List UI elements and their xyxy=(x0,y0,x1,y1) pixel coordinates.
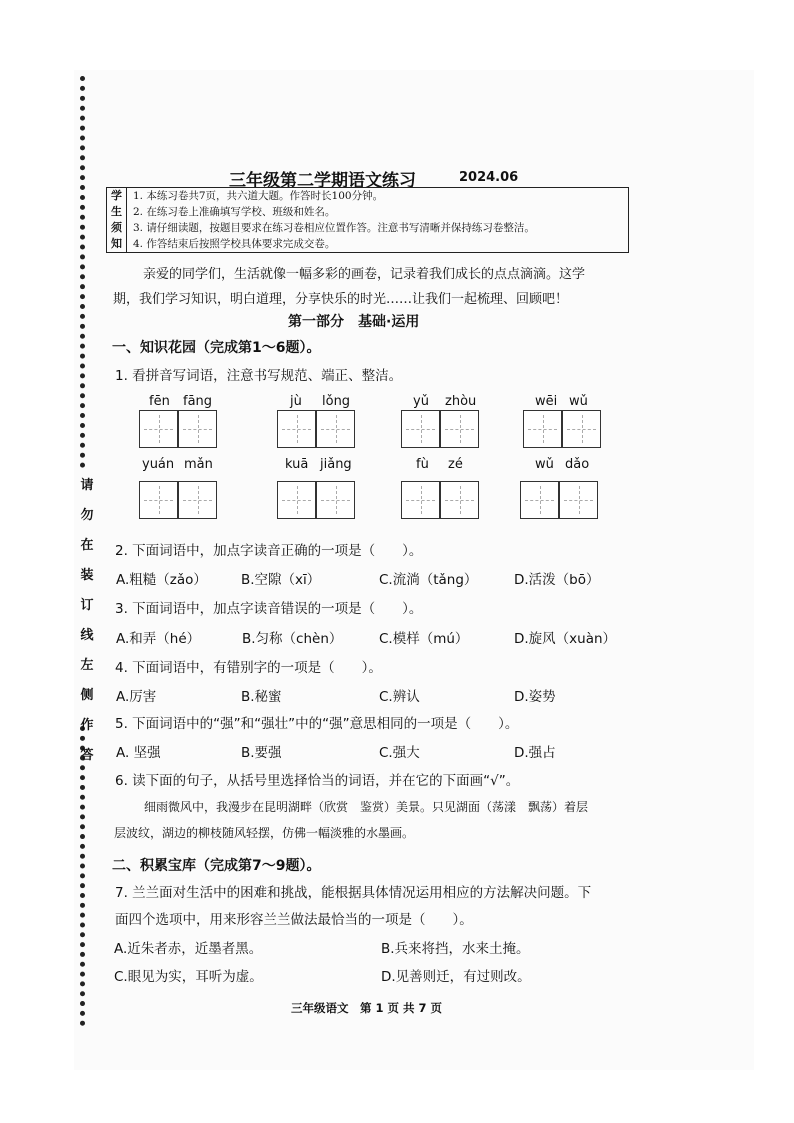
option-c[interactable]: C.模样（mú） xyxy=(379,631,469,647)
notice-label-char: 知 xyxy=(111,237,122,250)
page-footer: 三年级语文 第 1 页 共 7 页 xyxy=(291,1001,443,1015)
pinyin: zhòu xyxy=(445,394,477,409)
option-c[interactable]: C.流淌（tǎng） xyxy=(379,572,478,588)
option-b[interactable]: B.秘蜜 xyxy=(241,689,282,705)
notice-line: 4. 作答结束后按照学校具体要求完成交卷。 xyxy=(133,238,336,250)
writing-box[interactable] xyxy=(562,410,601,448)
pinyin: mǎn xyxy=(184,457,213,472)
pinyin: zé xyxy=(448,457,463,472)
option-a[interactable]: A.和弄（hé） xyxy=(116,631,201,647)
notice-lines xyxy=(133,188,535,252)
pinyin: yuán xyxy=(142,457,175,472)
option-c[interactable]: C.辨认 xyxy=(379,689,420,705)
notice-label xyxy=(107,188,127,252)
warning-char: 在 xyxy=(80,538,94,553)
intro-line-1: 亲爱的同学们，生活就像一幅多彩的画卷，记录着我们成长的点点滴滴。这学 xyxy=(143,267,586,282)
question-3-stem: 3. 下面词语中，加点字读音错误的一项是（ ）。 xyxy=(115,601,423,617)
passage-line-2: 层波纹，湖边的柳枝随风轻摆，仿佛一幅淡雅的水墨画。 xyxy=(114,826,415,840)
writing-box[interactable] xyxy=(316,410,355,448)
part-title: 第一部分 基础·运用 xyxy=(288,314,420,330)
exam-date: 2024.06 xyxy=(459,170,519,185)
pinyin: jiǎng xyxy=(320,457,352,472)
writing-box[interactable] xyxy=(523,410,562,448)
section-1-heading: 一、知识花园（完成第1～6题）。 xyxy=(112,340,321,356)
warning-char: 答 xyxy=(80,748,94,763)
option-b[interactable]: B.兵来将挡，水来土掩。 xyxy=(381,941,530,957)
pinyin: jù xyxy=(290,394,302,409)
option-b[interactable]: B.要强 xyxy=(241,745,282,761)
notice-line: 1. 本练习卷共7页，共六道大题。作答时长100分钟。 xyxy=(133,190,384,202)
pinyin: yǔ xyxy=(413,394,429,409)
notice-label-char: 须 xyxy=(111,221,122,234)
option-b[interactable]: B.空隙（xī） xyxy=(241,572,321,588)
writing-box[interactable] xyxy=(277,410,316,448)
option-d[interactable]: D.见善则迁，有过则改。 xyxy=(381,969,531,985)
notice-label-char: 生 xyxy=(111,205,122,218)
warning-char: 作 xyxy=(80,718,94,733)
pinyin: kuā xyxy=(285,457,309,472)
option-d[interactable]: D.旋风（xuàn） xyxy=(514,631,617,647)
question-5-stem: 5. 下面词语中的“强”和“强壮”中的“强”意思相同的一项是（ ）。 xyxy=(115,716,519,732)
binding-warning xyxy=(78,474,96,774)
option-a[interactable]: A.粗糙（zǎo） xyxy=(116,572,207,588)
intro-line-2: 期，我们学习知识，明白道理，分享快乐的时光……让我们一起梳理、回顾吧！ xyxy=(113,292,569,307)
writing-box[interactable] xyxy=(440,410,479,448)
student-notice-box xyxy=(106,187,629,253)
warning-char: 订 xyxy=(80,598,94,613)
notice-label-char: 学 xyxy=(111,189,122,202)
writing-box[interactable] xyxy=(178,481,217,519)
question-7-stem-line-1: 7. 兰兰面对生活中的困难和挑战，能根据具体情况运用相应的方法解决问题。下 xyxy=(115,885,592,901)
option-d[interactable]: D.强占 xyxy=(514,745,556,761)
question-2-stem: 2. 下面词语中，加点字读音正确的一项是（ ）。 xyxy=(115,543,423,559)
pinyin: fāng xyxy=(183,394,213,409)
question-1-stem: 1. 看拼音写词语，注意书写规范、端正、整洁。 xyxy=(115,368,403,384)
pinyin: fēn xyxy=(149,394,170,409)
pinyin: fù xyxy=(416,457,429,472)
writing-box[interactable] xyxy=(316,481,355,519)
warning-char: 请 xyxy=(80,478,94,493)
option-a[interactable]: A.近朱者赤，近墨者黑。 xyxy=(114,941,263,957)
pinyin: lǒng xyxy=(322,394,351,409)
pinyin: wǔ xyxy=(569,394,588,409)
question-4-stem: 4. 下面词语中，有错别字的一项是（ ）。 xyxy=(115,660,382,676)
option-d[interactable]: D.活泼（bō） xyxy=(514,572,600,588)
writing-box[interactable] xyxy=(401,410,440,448)
option-a[interactable]: A. 坚强 xyxy=(116,745,161,761)
option-a[interactable]: A.厉害 xyxy=(116,689,157,705)
option-d[interactable]: D.姿势 xyxy=(514,689,556,705)
option-c[interactable]: C.眼见为实，耳听为虚。 xyxy=(114,969,263,985)
writing-box[interactable] xyxy=(401,481,440,519)
section-2-heading: 二、积累宝库（完成第7～9题）。 xyxy=(112,858,321,874)
pinyin: wēi xyxy=(535,394,558,409)
writing-box[interactable] xyxy=(440,481,479,519)
option-b[interactable]: B.匀称（chèn） xyxy=(242,631,343,647)
warning-char: 装 xyxy=(80,568,94,583)
pinyin: dǎo xyxy=(565,457,590,472)
writing-box[interactable] xyxy=(520,481,559,519)
writing-box[interactable] xyxy=(178,410,217,448)
passage-line-1: 细雨微风中，我漫步在昆明湖畔（欣赏 鉴赏）美景。只见湖面（荡漾 飘荡）着层 xyxy=(144,800,589,814)
warning-char: 勿 xyxy=(80,508,94,523)
writing-box[interactable] xyxy=(139,481,178,519)
warning-char: 侧 xyxy=(80,688,94,703)
warning-char: 线 xyxy=(80,628,94,643)
warning-char: 左 xyxy=(80,658,94,673)
question-6-stem: 6. 读下面的句子，从括号里选择恰当的词语，并在它的下面画“√”。 xyxy=(115,773,520,789)
binding-dotted-line-top xyxy=(80,76,91,468)
writing-box[interactable] xyxy=(139,410,178,448)
pinyin: wǔ xyxy=(535,457,554,472)
option-c[interactable]: C.强大 xyxy=(379,745,420,761)
question-7-stem-line-2: 面四个选项中，用来形容兰兰做法最恰当的一项是（ ）。 xyxy=(115,912,473,928)
notice-line: 3. 请仔细读题，按题目要求在练习卷相应位置作答。注意书写清晰并保持练习卷整洁。 xyxy=(133,222,535,234)
writing-box[interactable] xyxy=(559,481,598,519)
notice-line: 2. 在练习卷上准确填写学校、班级和姓名。 xyxy=(133,206,336,218)
writing-box[interactable] xyxy=(277,481,316,519)
page-title: 三年级第二学期语文练习 xyxy=(229,171,416,191)
